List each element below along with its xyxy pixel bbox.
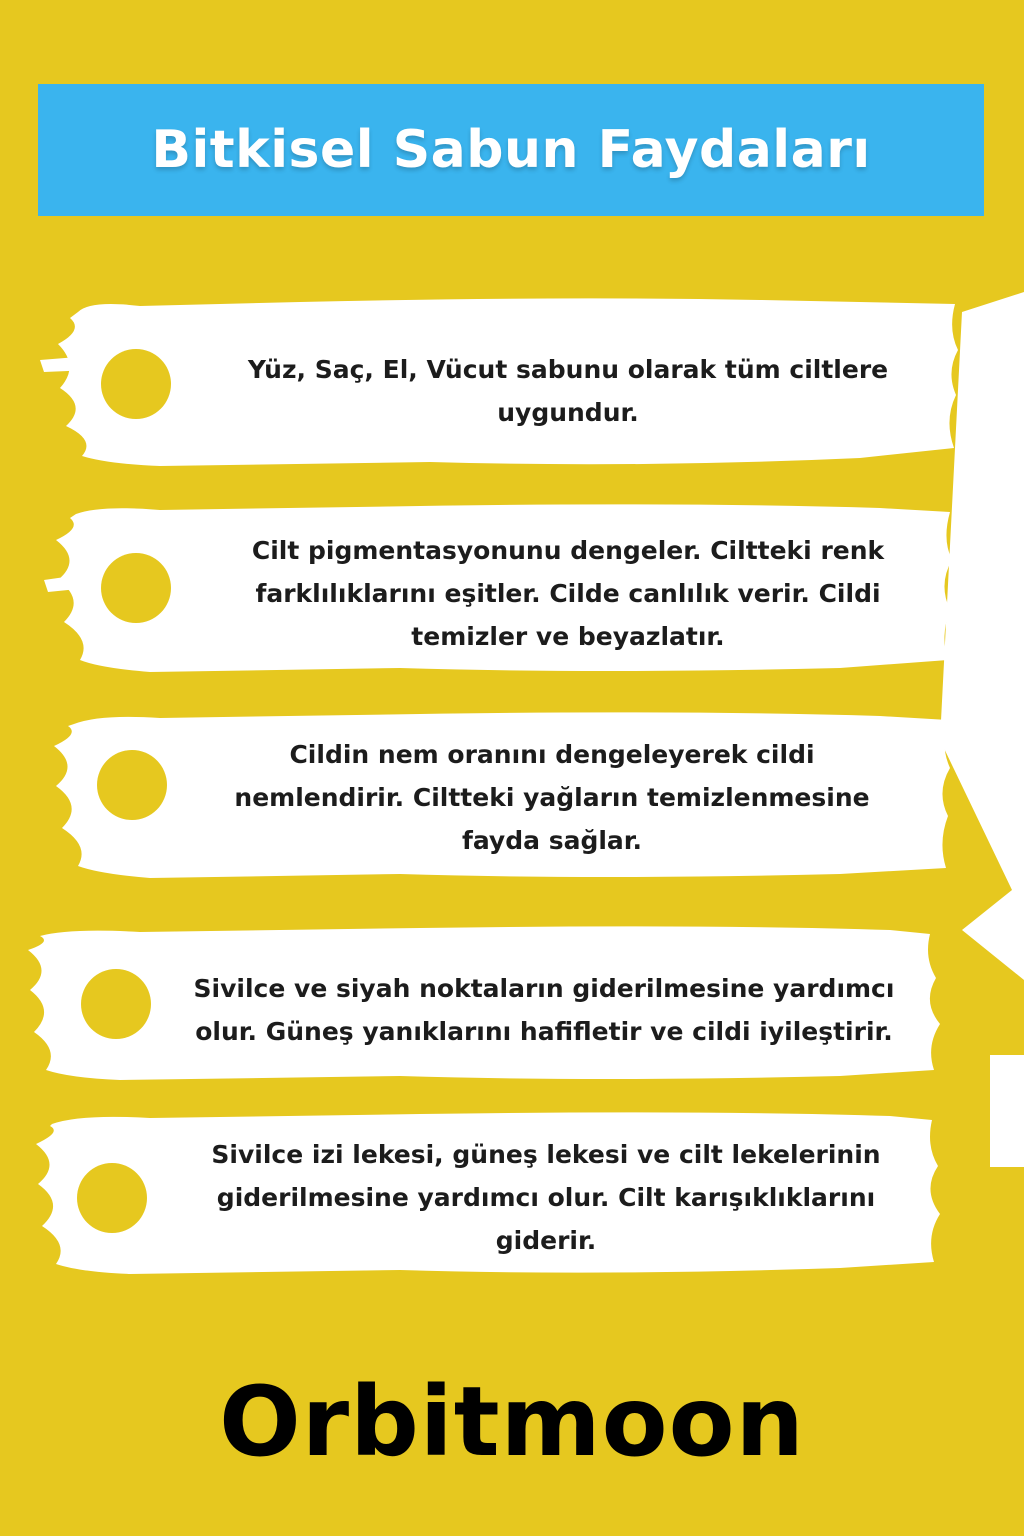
benefit-item-5 xyxy=(186,1133,906,1262)
benefit-line: Yüz, Saç, El, Vücut sabunu olarak tüm ciltlere xyxy=(247,355,889,384)
benefit-line: uygundur. xyxy=(497,398,639,427)
circle-bullet-icon xyxy=(101,553,171,623)
circle-bullet-icon xyxy=(81,969,151,1039)
benefit-item-3 xyxy=(200,733,904,862)
benefit-line: nemlendirir. Ciltteki yağların temizlenmesine xyxy=(234,783,870,812)
benefit-item-2 xyxy=(212,529,924,658)
benefit-line: farklılıklarını eşitler. Cilde canlılık verir. Cildi xyxy=(255,579,881,608)
page-title: Bitkisel Sabun Faydaları xyxy=(151,120,871,180)
benefit-item-1 xyxy=(212,348,924,434)
header-banner xyxy=(38,84,984,216)
benefit-line: fayda sağlar. xyxy=(461,826,643,855)
circle-bullet-icon xyxy=(97,750,167,820)
benefit-line: olur. Güneş yanıklarını hafifletir ve cildi iyileştirir. xyxy=(195,1017,893,1046)
benefit-line: Sivilce izi lekesi, güneş lekesi ve cilt lekelerinin xyxy=(211,1140,881,1169)
benefit-line: giderilmesine yardımcı olur. Cilt karışıklıklarını xyxy=(216,1183,876,1212)
benefit-line: temizler ve beyazlatır. xyxy=(411,622,725,651)
benefit-line: Cilt pigmentasyonunu dengeler. Ciltteki renk xyxy=(251,536,885,565)
benefit-line: giderir. xyxy=(495,1226,597,1255)
benefit-item-4 xyxy=(166,967,922,1053)
circle-bullet-icon xyxy=(101,349,171,419)
benefit-line: Sivilce ve siyah noktaların giderilmesine yardımcı xyxy=(193,974,895,1003)
circle-bullet-icon xyxy=(77,1163,147,1233)
brand-name: Orbitmoon xyxy=(219,1366,805,1478)
decorative-right-block xyxy=(990,1055,1024,1167)
benefit-line: Cildin nem oranını dengeleyerek cildi xyxy=(289,740,815,769)
